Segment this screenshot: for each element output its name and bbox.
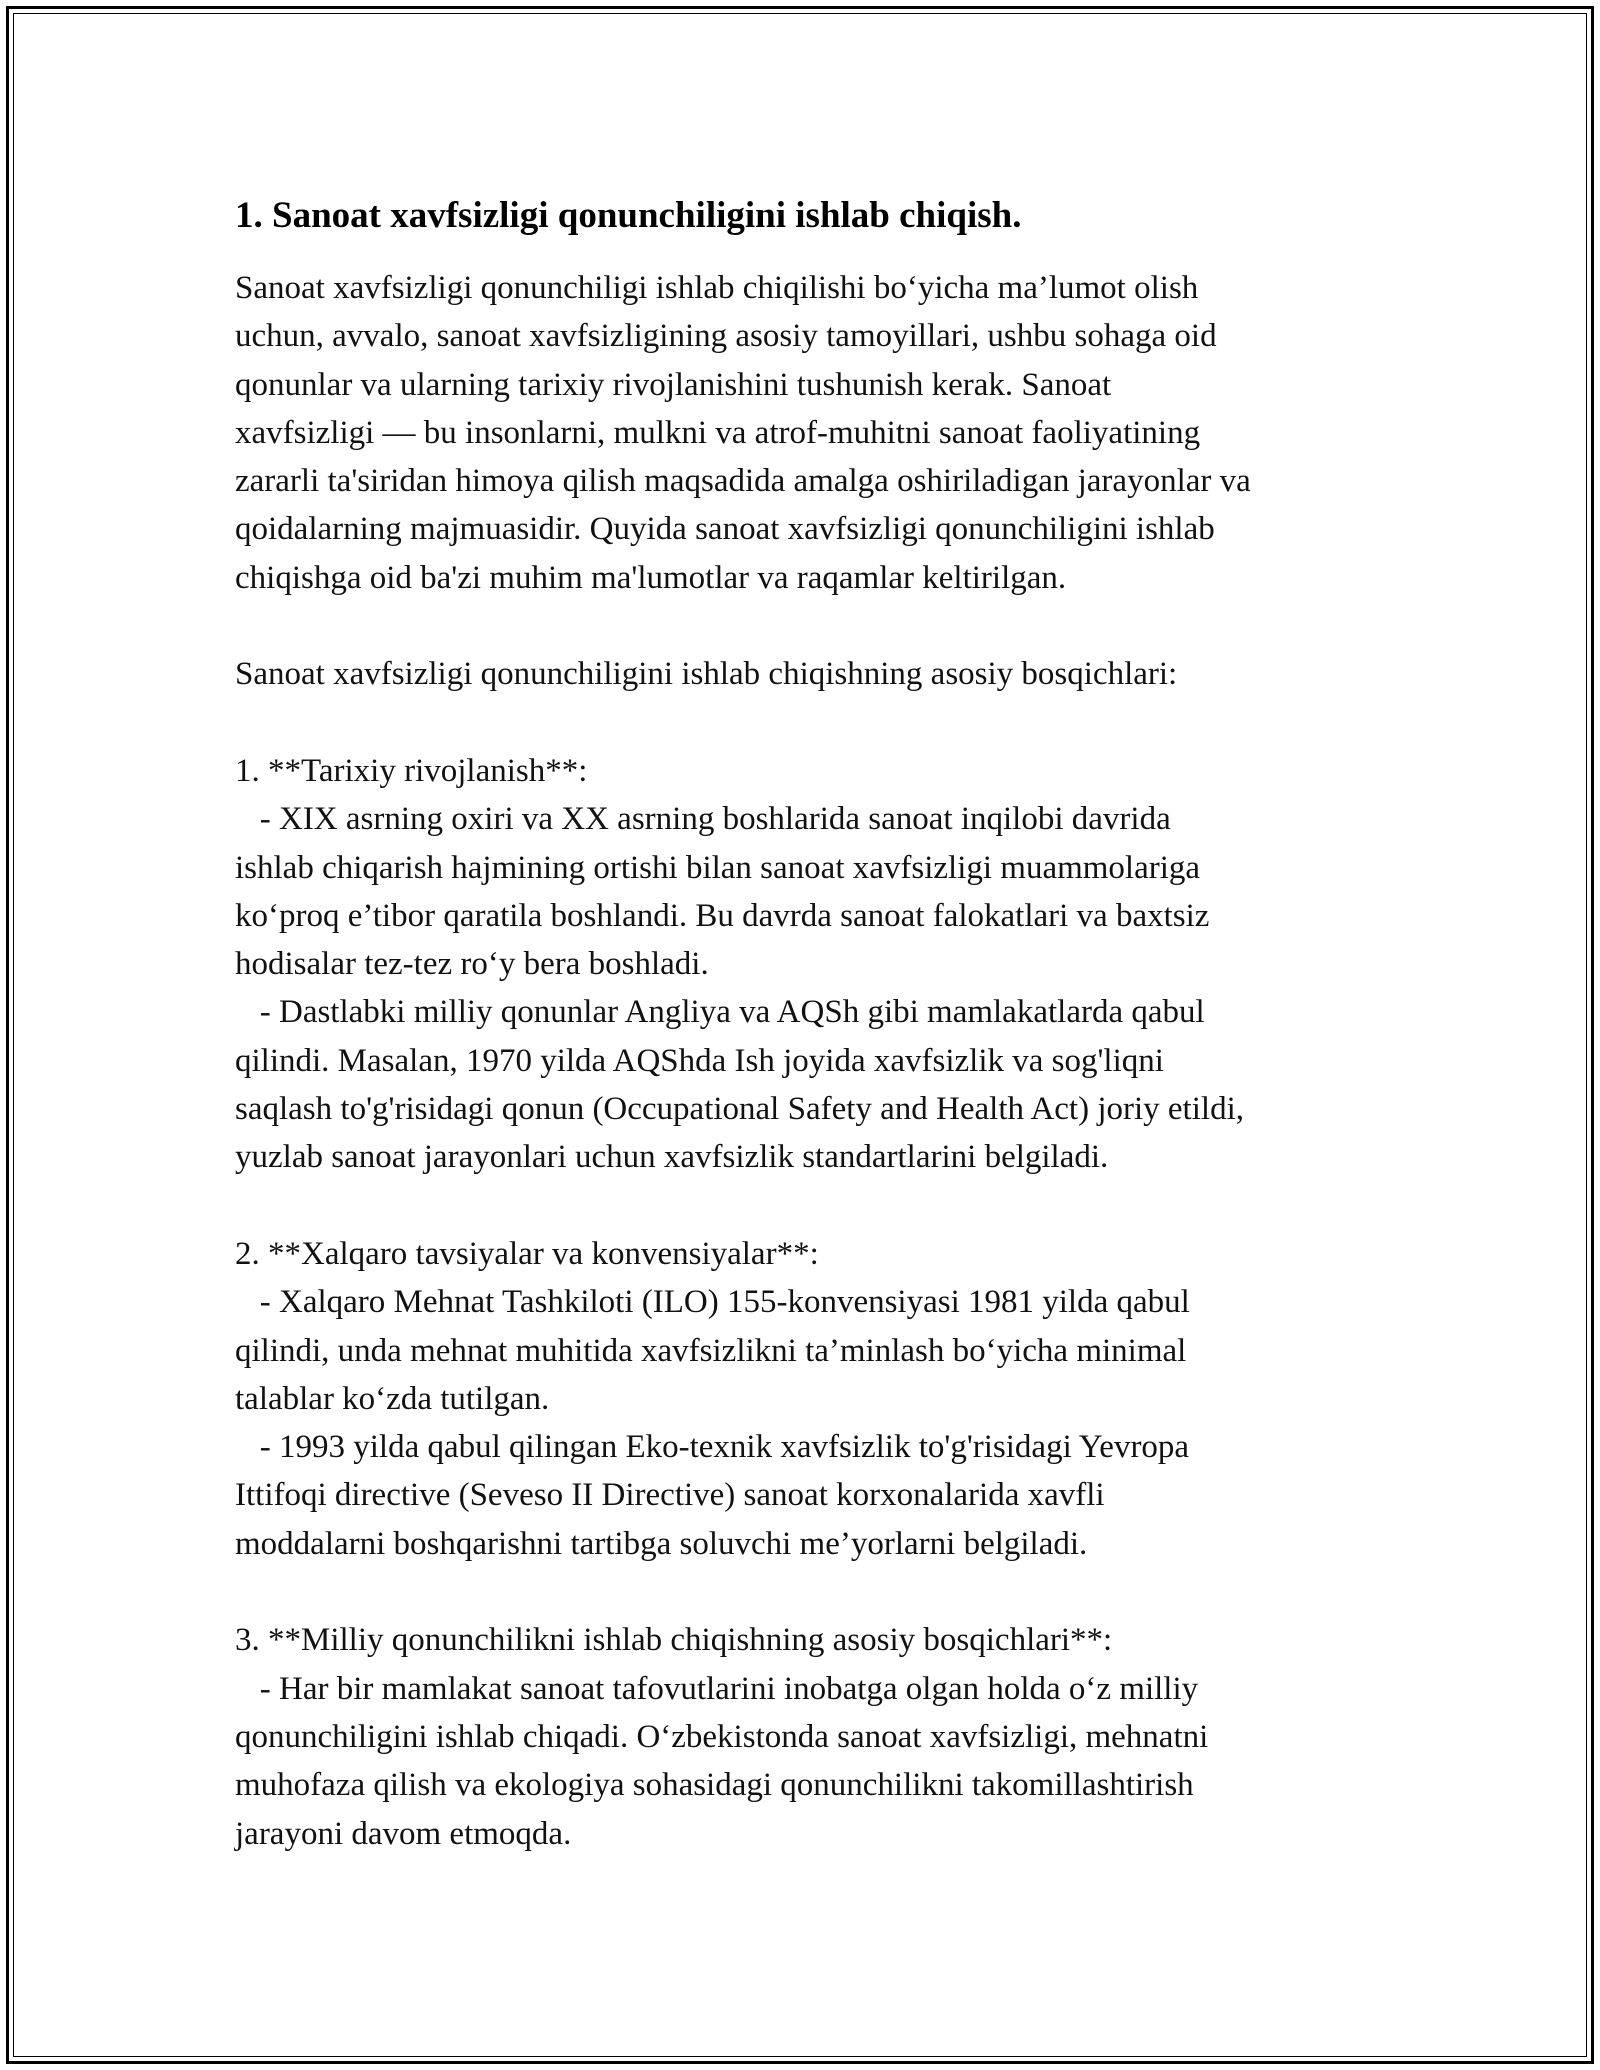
section-heading: 1. Sanoat xavfsizligi qonunchiligini ishlab chiqish. (235, 195, 1022, 236)
body-text: Sanoat xavfsizligi qonunchiligi ishlab chiqilishi bo‘yicha ma’lumot olish uchun, avvalo, sanoat xavfsizligining asosiy tamoyillari, ushbu sohaga oid qonunlar va ularning tarixiy rivojlanishini tushunish kerak. Sanoat xavfsizligi — bu insonlarni, mulkni va atrof-muhitni sanoat faoliyatining zararli ta'siridan himoya qilish maqsadida amalga oshiriladigan jarayonlar va qoidalarning majmuasidir. Quyida sanoat xavfsizligi qonunchiligini ishlab chiqishga oid ba'zi muhim ma'lumotlar va raqamlar keltirilgan. Sanoat xavfsizligi qonunchiligini ishlab chiqishning asosiy bosqichlari: 1. **Tarixiy rivojlanish**: - XIX asrning oxiri va XX asrning boshlarida sanoat inqilobi davrida ishlab chiqarish hajmining ortishi bilan sanoat xavfsizligi muammolariga ko‘proq e’tibor qaratila boshlandi. Bu davrda sanoat falokatlari va baxtsiz hodisalar tez-tez ro‘y bera boshladi. - Dastlabki milliy qonunlar Angliya va AQSh gibi mamlakatlarda qabul qilindi. Masalan, 1970 yilda AQShda Ish joyida xavfsizlik va sog'liqni saqlash to'g'risidagi qonun (Occupational Safety and Health Act) joriy etildi, yuzlab sanoat jarayonlari uchun xavfsizlik standartlarini belgiladi. 2. **Xalqaro tavsiyalar va konvensiyalar**: - Xalqaro Mehnat Tashkiloti (ILO) 155-konvensiyasi 1981 yilda qabul qilindi, unda mehnat muhitida xavfsizlikni ta’minlash bo‘yicha minimal talablar ko‘zda tutilgan. - 1993 yilda qabul qilingan Eko-texnik xavfsizlik to'g'risidagi Yevropa Ittifoqi directive (Seveso II Directive) sanoat korxonalarida xavfli moddalarni boshqarishni tartibga soluvchi me’yorlarni belgiladi. 3. **Milliy qonunchilikni ishlab chiqishning asosiy bosqichlari**: - Har bir mamlakat sanoat tafovutlarini inobatga olgan holda o‘z milliy qonunchiligini ishlab chiqadi. O‘zbekistonda sanoat xavfsizligi, mehnatni muhofaza qilish va ekologiya sohasidagi qonunchilikni takomillashtirish jarayoni davom etmoqda. (235, 270, 1251, 1852)
document-page (235, 192, 1375, 1858)
